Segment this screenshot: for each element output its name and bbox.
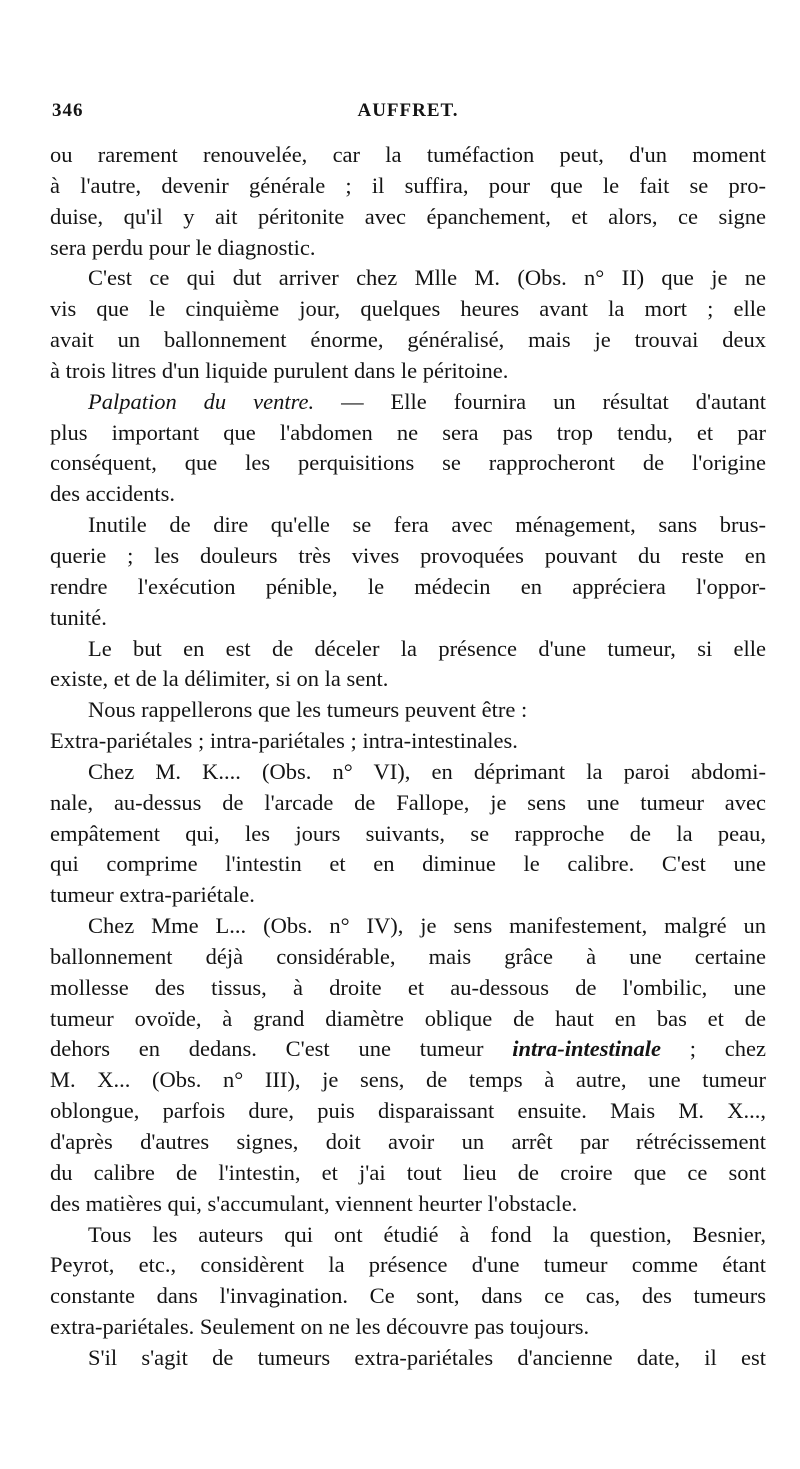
running-head <box>52 100 764 128</box>
text-line: à trois litres d'un liquide purulent dans le péritoine. <box>50 357 509 383</box>
body-text <box>50 140 766 1374</box>
text-line: Chez Mme L... (Obs. n° IV), je sens manifestement, malgré un <box>88 913 766 939</box>
text-line: Peyrot, etc., considèrent la présence d'une tumeur comme étant <box>50 1252 766 1278</box>
text-line: duise, qu'il y ait péritonite avec épanchement, et alors, ce signe <box>50 203 766 229</box>
text-line: des matières qui, s'accumulant, viennent heurter l'obstacle. <box>50 1190 578 1216</box>
text-line: Inutile de dire qu'elle se fera avec ménagement, sans brus- <box>88 512 766 538</box>
text-run: — Elle fournira un résultat d'autant <box>314 388 766 414</box>
text-line: plus important que l'abdomen ne sera pas trop tendu, et par <box>50 419 766 445</box>
text-line: Extra-pariétales ; intra-pariétales ; intra-intestinales. <box>50 728 518 754</box>
text-line: avait un ballonnement énorme, généralisé, mais je trouvai deux <box>50 327 766 353</box>
text-line: oblongue, parfois dure, puis disparaissant ensuite. Mais M. X..., <box>50 1098 766 1124</box>
text-line: M. X... (Obs. n° III), je sens, de temps à autre, une tumeur <box>50 1067 766 1093</box>
text-line: du calibre de l'intestin, et j'ai tout lieu de croire que ce sont <box>50 1159 766 1185</box>
text-line: C'est ce qui dut arriver chez Mlle M. (Obs. n° II) que je ne <box>88 265 766 291</box>
text-line: Tous les auteurs qui ont étudié à fond la question, Besnier, <box>88 1221 766 1247</box>
text-line: Chez M. K.... (Obs. n° VI), en déprimant la paroi abdomi- <box>88 758 766 784</box>
text-line: Nous rappellerons que les tumeurs peuvent être : <box>88 697 528 723</box>
section-heading: Palpation du ventre. <box>88 388 315 414</box>
text-line: à l'autre, devenir générale ; il suffira, pour que le fait se pro- <box>50 172 766 198</box>
page-number: 346 <box>52 100 84 121</box>
text-line: extra-pariétales. Seulement on ne les découvre pas toujours. <box>50 1314 590 1340</box>
text-run: ; chez <box>661 1036 766 1062</box>
text-line: vis que le cinquième jour, quelques heures avant la mort ; elle <box>50 296 766 322</box>
text-line: des accidents. <box>50 481 175 507</box>
text-line: rendre l'exécution pénible, le médecin en appréciera l'oppor- <box>50 573 766 599</box>
text-line: Le but en est de déceler la présence d'une tumeur, si elle <box>88 635 766 661</box>
text-line: d'après d'autres signes, doit avoir un arrêt par rétrécissement <box>50 1129 766 1154</box>
text-line: empâtement qui, les jours suivants, se rapproche de la peau, <box>50 820 766 846</box>
text-line: ballonnement déjà considérable, mais grâce à une certaine <box>50 943 766 969</box>
text-line: querie ; les douleurs très vives provoquées pouvant du reste en <box>50 542 766 568</box>
text-line: S'il s'agit de tumeurs extra-pariétales d'ancienne date, il est <box>88 1344 766 1370</box>
text-line: tumeur extra-pariétale. <box>50 882 255 908</box>
text-line: mollesse des tissus, à droite et au-dessous de l'ombilic, une <box>50 974 766 1000</box>
section-heading-line <box>50 387 766 418</box>
text-line: sera perdu pour le diagnostic. <box>50 234 316 260</box>
text-line: constante dans l'invagination. Ce sont, dans ce cas, des tumeurs <box>50 1283 766 1309</box>
text-line: existe, et de la délimiter, si on la sent. <box>50 666 389 692</box>
emphasis: intra-intestinale <box>512 1036 661 1062</box>
text-line: tumeur ovoïde, à grand diamètre oblique de haut en bas et de <box>50 1005 766 1031</box>
text-line-with-emphasis <box>50 1034 766 1065</box>
running-title: AUFFRET. <box>357 100 459 121</box>
text-line: conséquent, que les perquisitions se rapprocheront de l'origine <box>50 450 766 476</box>
text-line: tunité. <box>50 604 107 630</box>
text-line: nale, au-dessus de l'arcade de Fallope, je sens une tumeur avec <box>50 789 766 815</box>
text-line: qui comprime l'intestin et en diminue le calibre. C'est une <box>50 851 766 877</box>
text-line: ou rarement renouvelée, car la tuméfaction peut, d'un moment <box>50 142 766 167</box>
text-run: dehors en dedans. C'est une tumeur <box>50 1036 513 1062</box>
